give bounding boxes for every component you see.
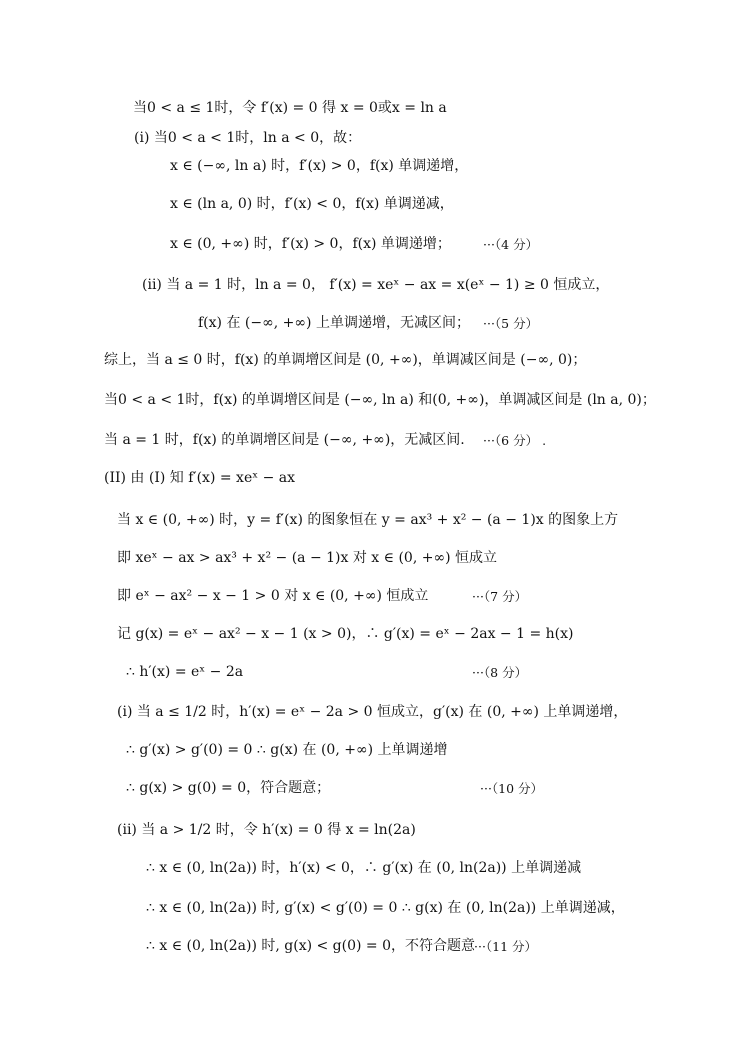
solution-line-18: ∴ g′(x) > g′(0) = 0 ∴ g(x) 在 (0, +∞) 上单调递增 [126, 742, 448, 758]
solution-line-3: x ∈ (−∞, ln a) 时，f′(x) > 0，f(x) 单调递增， [170, 158, 469, 174]
solution-line-1: 当0 < a ≤ 1时，令 f′(x) = 0 得 x = 0或x = ln a [133, 100, 447, 116]
solution-line-7: f(x) 在 (−∞, +∞) 上单调递增，无减区间； [198, 315, 470, 331]
score-mark-10: ···（10 分） [480, 781, 544, 796]
solution-line-13: 即 xeˣ − ax > ax³ + x² − (a − 1)x 对 x ∈ (0, +∞) 恒成立 [117, 550, 498, 566]
solution-line-19: ∴ g(x) > g(0) = 0，符合题意； [126, 780, 331, 796]
solution-line-12: 当 x ∈ (0, +∞) 时，y = f′(x) 的图象恒在 y = ax³ + x² − (a − 1)x 的图象上方 [117, 512, 619, 528]
score-mark-7: ···（7 分） [472, 589, 528, 604]
solution-line-9: 当0 < a < 1时，f(x) 的单调增区间是 (−∞, ln a) 和(0, +∞)，单调减区间是 (ln a, 0)； [104, 392, 656, 408]
solution-line-15: 记 g(x) = eˣ − ax² − x − 1 (x > 0)，∴ g′(x) = eˣ − 2ax − 1 = h(x) [117, 626, 574, 642]
part-ii-heading: (II) 由 (I) 知 f′(x) = xeˣ − ax [104, 470, 296, 486]
solution-line-4: x ∈ (ln a, 0) 时，f′(x) < 0，f(x) 单调递减， [170, 196, 454, 212]
solution-line-10: 当 a = 1 时，f(x) 的单调增区间是 (−∞, +∞)，无减区间. [104, 432, 465, 448]
solution-line-5: x ∈ (0, +∞) 时，f′(x) > 0，f(x) 单调递增； [170, 236, 451, 252]
solution-line-17: (i) 当 a ≤ 1/2 时，h′(x) = eˣ − 2a > 0 恒成立，g′(x) 在 (0, +∞) 上单调递增， [117, 704, 628, 720]
solution-line-2: (i) 当0 < a < 1时，ln a < 0，故： [134, 130, 362, 146]
solution-line-14: 即 eˣ − ax² − x − 1 > 0 对 x ∈ (0, +∞) 恒成立 [117, 588, 429, 604]
solution-line-22: ∴ x ∈ (0, ln(2a)) 时, g′(x) < g′(0) = 0 ∴ g(x) 在 (0, ln(2a)) 上单调递减， [146, 900, 625, 916]
solution-line-23: ∴ x ∈ (0, ln(2a)) 时, g(x) < g(0) = 0，不符合题意 [146, 938, 476, 954]
solution-line-6: (ii) 当 a = 1 时，ln a = 0， f′(x) = xeˣ − ax = x(eˣ − 1) ≥ 0 恒成立， [142, 277, 610, 293]
score-mark-11: ···（11 分） [474, 939, 538, 954]
solution-line-20: (ii) 当 a > 1/2 时，令 h′(x) = 0 得 x = ln(2a) [117, 822, 416, 838]
score-mark-6: ···（6 分） . [483, 433, 547, 448]
score-mark-5: ···（5 分） [483, 316, 539, 331]
solution-line-16: ∴ h′(x) = eˣ − 2a [126, 664, 244, 680]
score-mark-4: ···（4 分） [483, 237, 539, 252]
score-mark-8: ···（8 分） [472, 665, 528, 680]
solution-line-21: ∴ x ∈ (0, ln(2a)) 时，h′(x) < 0，∴ g′(x) 在 (0, ln(2a)) 上单调递减 [146, 860, 582, 876]
solution-line-8: 综上，当 a ≤ 0 时，f(x) 的单调增区间是 (0, +∞)，单调减区间是 (−∞, 0)； [104, 352, 587, 368]
